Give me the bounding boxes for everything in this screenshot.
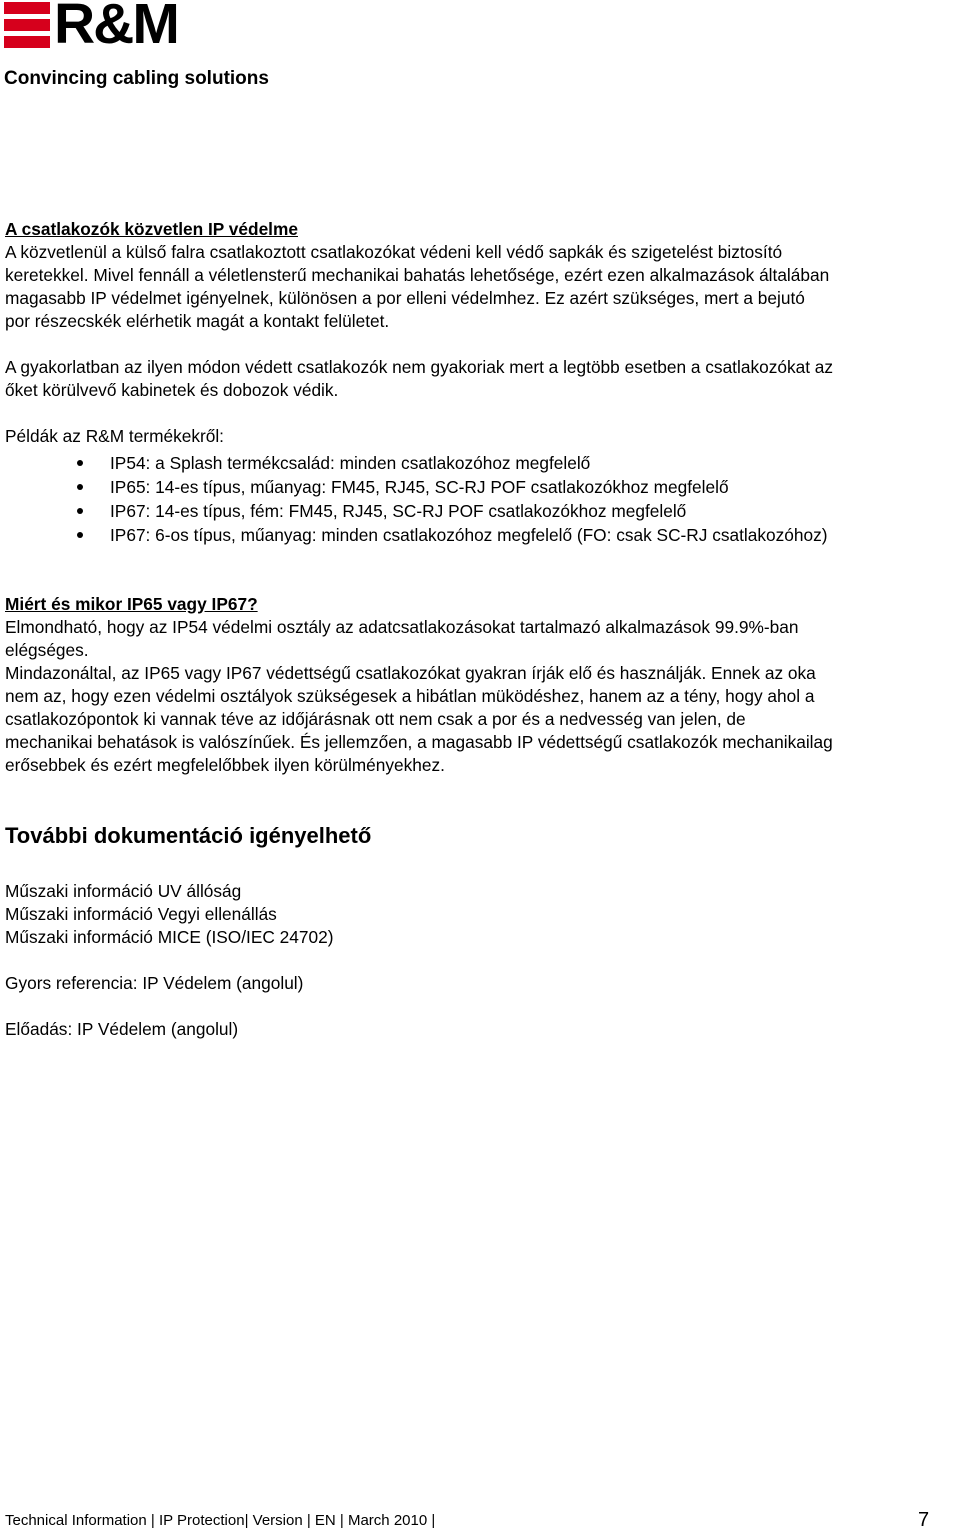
paragraph-line: Mindazonáltal, az IP65 vagy IP67 védettségű csatlakozókat gyakran írják elő és használják. Ennek az oka (5, 663, 816, 683)
logo-tagline: Convincing cabling solutions (4, 68, 269, 89)
paragraph-line: erősebbek és ezért megfelelőbbek ilyen körülményekhez. (5, 755, 445, 775)
list-item (0, 451, 960, 475)
presentation-reference: Előadás: IP Védelem (angolul) (5, 1019, 239, 1039)
list-item (0, 475, 960, 499)
list-item-text: IP67: 14-es típus, fém: FM45, RJ45, SC-RJ POF csatlakozókhoz megfelelő (110, 501, 687, 521)
doc-reference: Műszaki információ MICE (ISO/IEC 24702) (5, 927, 334, 947)
paragraph-line: elégséges. (5, 640, 89, 660)
rm-logo (4, 0, 284, 92)
logo-wordmark: R&M (54, 0, 178, 56)
paragraph-line: őket körülvevő kabinetek és dobozok védik. (5, 380, 339, 400)
paragraph-line: csatlakozópontok ki vannak téve az időjárásnak ott nem csak a por és a nedvesség van jelen, de (5, 709, 746, 729)
bullet-icon (77, 508, 83, 514)
page-footer: Technical Information | IP Protection| Version | EN | March 2010 | (5, 1512, 436, 1529)
bullet-icon (77, 532, 83, 538)
list-item-text: IP65: 14-es típus, műanyag: FM45, RJ45, SC-RJ POF csatlakozókhoz megfelelő (110, 477, 729, 497)
section-heading-why-when: Miért és mikor IP65 vagy IP67? (5, 594, 258, 614)
quick-reference: Gyors referencia: IP Védelem (angolul) (5, 973, 304, 993)
bullet-icon (77, 460, 83, 466)
bullet-icon (77, 484, 83, 490)
paragraph-line: A gyakorlatban az ilyen módon védett csatlakozók nem gyakoriak mert a legtöbb esetben a csatlakozókat az (5, 357, 834, 377)
doc-reference: Műszaki információ UV állóság (5, 881, 242, 901)
paragraph-line: magasabb IP védelmet igényelnek, különösen a por elleni védelmhez. Ez azért szükséges, mert a bejutó (5, 288, 805, 308)
paragraph-line: keretekkel. Mivel fennáll a véletlensterű mechanikai bahatás lehetősége, ezért ezen alkalmazások általában (5, 265, 830, 285)
examples-list (0, 451, 960, 547)
list-item-text: IP54: a Splash termékcsalád: minden csatlakozóhoz megfelelő (110, 453, 591, 473)
paragraph-line: mechanikai behatások is valószínűek. És jellemzően, a magasabb IP védettségű csatlakozók mechanikailag (5, 732, 833, 752)
list-item-text: IP67: 6-os típus, műanyag: minden csatlakozóhoz megfelelő (FO: csak SC-RJ csatlakozóhoz) (110, 525, 828, 545)
section-heading-direct-ip-protection: A csatlakozók közvetlen IP védelme (5, 219, 298, 239)
examples-intro: Példák az R&M termékekről: (5, 426, 224, 446)
list-item (0, 499, 960, 523)
doc-reference: Műszaki információ Vegyi ellenállás (5, 904, 277, 924)
paragraph-line: nem az, hogy ezen védelmi osztályok szükségesek a hibátlan müködéshez, hanem az a tény, hogy ahol a (5, 686, 815, 706)
logo-bar (4, 19, 50, 31)
section-heading-further-docs: További dokumentáció igényelhető (5, 823, 372, 848)
paragraph-line: A közvetlenül a külső falra csatlakoztott csatlakozókat védeni kell védő sapkák és szigetelést biztosító (5, 242, 783, 262)
paragraph-line: por részecskék elérhetik magát a kontakt felületet. (5, 311, 390, 331)
logo-bar (4, 2, 50, 14)
logo-bars-icon (4, 0, 50, 50)
page-number: 7 (918, 1509, 930, 1531)
logo-bar (4, 36, 50, 48)
list-item (0, 523, 960, 547)
paragraph-line: Elmondható, hogy az IP54 védelmi osztály az adatcsatlakozásokat tartalmazó alkalmazások 99.9%-ban (5, 617, 799, 637)
